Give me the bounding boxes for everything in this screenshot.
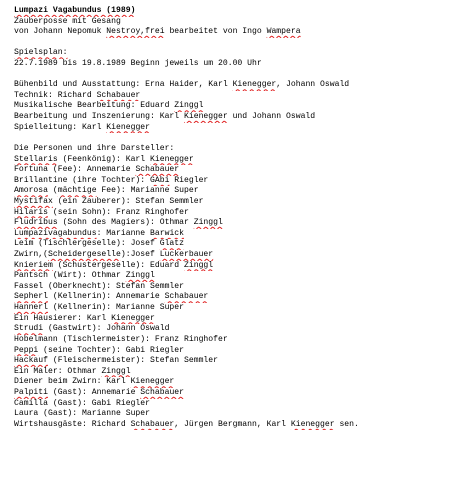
spellcheck-flagged-word: Glatz <box>159 239 185 249</box>
spellcheck-flagged-word: Nestroy,frei <box>106 27 165 37</box>
cast-line: Zwirn,(Scheidergeselle):Josef Luckerbauer <box>14 250 214 260</box>
crew-line: Bühenbild und Ausstattung: Erna Haider, Karl Kienegger, Johann Oswald <box>14 80 350 90</box>
spellcheck-flagged-word: Kienegger <box>111 313 155 323</box>
spellcheck-flagged-word: Palpiti <box>14 387 48 397</box>
crew-line: Technik: Richard Schabauer <box>14 90 141 100</box>
spellcheck-flagged-word: Kienegger <box>184 112 228 122</box>
cast-line: Brillantine (ihre Tochter): GAbi Riegler <box>14 175 209 185</box>
cast-line: Ein Hausierer: Karl Kienegger <box>14 313 155 323</box>
spellcheck-flagged-word: Kienegger <box>232 80 277 90</box>
cast-line: Hilaris (sein Sohn): Franz Ringhofer <box>14 207 189 217</box>
spellcheck-flagged-word: Schabauer <box>96 90 141 100</box>
author-line: von Johann Nepomuk Nestroy,frei bearbeitet von Ingo Wampera <box>14 27 301 37</box>
spellcheck-flagged-word: Kienegger <box>106 122 151 132</box>
spellcheck-flagged-word: Lumpazivagabundus <box>14 228 97 238</box>
spellcheck-flagged-word: Hackauf <box>14 356 48 366</box>
cast-line: Peppi (seine Tochter): Gabi Riegler <box>14 345 185 355</box>
spellcheck-flagged-word: Luckerbauer <box>159 250 214 260</box>
cast-line: Fortuna (Fee): Annemarie Schabauer <box>14 165 180 175</box>
cast-line: Fludribus (Sohn des Magiers): Othmar Zinggl <box>14 218 223 228</box>
spellcheck-flagged-word: mächtige <box>57 186 97 196</box>
cast-line: Wirtshausgäste: Richard Schabauer, Jürgen Bergmann, Karl Kienegger sen. <box>14 419 359 429</box>
spellcheck-flagged-word: Zinggl <box>174 101 204 111</box>
spellcheck-flagged-word: Zinggl <box>193 218 223 228</box>
play-subtitle: Zauberposse mit Gesang <box>14 16 121 26</box>
cast-line: Knieriem (Schustergeselle): Eduard Zinggl <box>14 260 214 270</box>
spellcheck-flagged-word: Schabauer <box>130 419 175 429</box>
spellcheck-flagged-word: Amorosa <box>14 186 48 196</box>
spellcheck-flagged-word: Scheidergeselle <box>48 250 121 260</box>
crew-line: Bearbeitung und Inszenierung: Karl Kienegger und Johann Oswald <box>14 112 316 122</box>
spellcheck-flagged-word: Barwick <box>150 228 185 238</box>
crew-line: Musikalische Bearbeitung: Eduard Zinggl <box>14 101 204 111</box>
spellcheck-flagged-word: Kienegger <box>150 154 194 164</box>
blank-line <box>14 38 469 49</box>
blank-line <box>14 133 469 144</box>
spellcheck-flagged-word: Zinggl <box>101 366 131 376</box>
spellcheck-flagged-word: Zinggl <box>184 260 214 270</box>
spellcheck-flagged-word: Schabauer <box>135 165 180 175</box>
spellcheck-flagged-word: Stellaris <box>14 154 58 164</box>
cast-line: Hobelmann (Tischlermeister): Franz Ringhofer <box>14 334 228 344</box>
cast-line: Strudi (Gastwirt): Johann Oswald <box>14 324 170 334</box>
spellcheck-flagged-word: Peppi <box>14 345 39 355</box>
spellcheck-flagged-word: Hannerl <box>14 303 48 313</box>
spellcheck-flagged-word: Strudi <box>14 324 44 334</box>
spellcheck-flagged-word: Sepherl <box>14 292 48 302</box>
spellcheck-flagged-word: Kienegger <box>290 419 335 429</box>
spellcheck-flagged-word: Mystifax <box>14 196 53 206</box>
document-page <box>14 6 469 430</box>
spellcheck-flagged-word: Schabauer <box>164 292 209 302</box>
spellcheck-flagged-word: GAbi <box>150 175 170 185</box>
cast-line: Camilla (Gast): Gabi Riegler <box>14 398 150 408</box>
cast-line: Diener beim Zwirn: Karl Kienegger <box>14 377 175 387</box>
cast-heading: Die Personen und ihre Darsteller: <box>14 143 175 153</box>
spellcheck-flagged-word: Wampera <box>266 27 301 37</box>
spellcheck-flagged-word: Knieriem <box>14 260 53 270</box>
cast-line: Hannerl (Kellnerin): Marianne Super <box>14 303 184 313</box>
cast-line: Fassel (Oberknecht): Stefan Semmler <box>14 281 184 291</box>
cast-line: Stellaris (Feenkönig): Karl Kienegger <box>14 154 194 164</box>
crew-line: Spielleitung: Karl Kienegger <box>14 122 151 132</box>
play-title: Lumpazi Vagabundus (1989) <box>14 6 136 15</box>
cast-line: Mystifax (ein Zauberer): Stefan Semmler <box>14 196 204 206</box>
spellcheck-flagged-word: Fludribus <box>14 218 58 228</box>
cast-line: Sepherl (Kellnerin): Annemarie Schabauer <box>14 292 209 302</box>
spellcheck-flagged-word: Schabauer <box>140 387 185 397</box>
cast-line: Ein Maler: Othmar Zinggl <box>14 366 131 376</box>
cast-line: Lumpazivagabundus: Marianne Barwick <box>14 228 185 238</box>
cast-line: Hackauf (Fleischermeister): Stefan Semmler <box>14 356 218 366</box>
schedule-dates: 22.7.1989 bis 19.8.1989 Beginn jeweils um 20.00 Uhr <box>14 59 262 69</box>
schedule-heading: Spielsplan: <box>14 48 68 58</box>
spellcheck-flagged-word: Hilaris <box>14 207 48 217</box>
cast-line: Amorosa (mächtige Fee): Marianne Super <box>14 186 199 196</box>
cast-line: Palpiti (Gast): Annemarie Schabauer <box>14 387 185 397</box>
cast-line: Pantsch (Wirt): Othmar Zinggl <box>14 271 155 281</box>
spellcheck-flagged-word: Kienegger <box>130 377 175 387</box>
cast-line: Leim (Tischlergeselle): Josef Glatz <box>14 239 185 249</box>
blank-line <box>14 70 469 81</box>
cast-line: Laura (Gast): Marianne Super <box>14 409 150 419</box>
spellcheck-flagged-word: Zinggl <box>125 271 155 281</box>
